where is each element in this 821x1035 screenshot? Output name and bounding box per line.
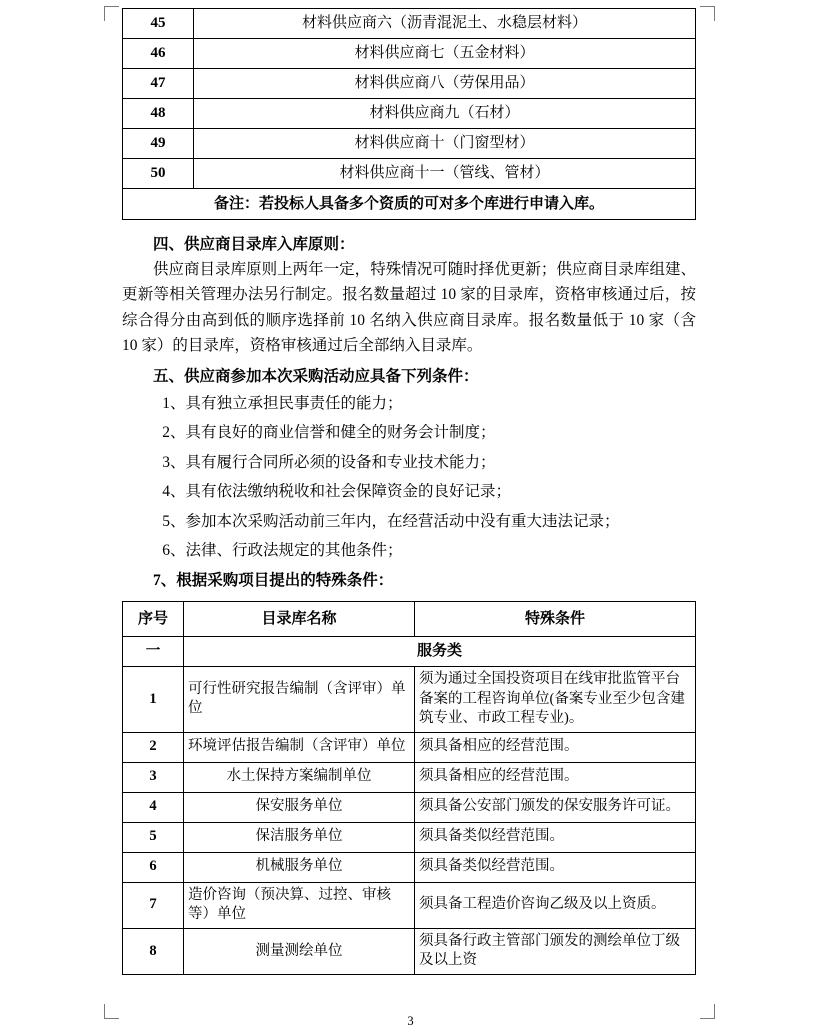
crop-mark-top-left	[104, 6, 119, 21]
row-number: 1	[123, 666, 184, 732]
table-row	[123, 762, 696, 792]
table-row	[123, 732, 696, 762]
row-name: 保洁服务单位	[184, 822, 415, 852]
row-name: 材料供应商八（劳保用品）	[194, 69, 696, 99]
row-name: 材料供应商六（沥青混泥土、水稳层材料）	[194, 9, 696, 39]
section-five-heading: 五、供应商参加本次采购活动应具备下列条件：	[153, 367, 479, 385]
row-number: 6	[123, 852, 184, 882]
row-name: 材料供应商十一（管线、管材）	[194, 159, 696, 189]
header-no: 序号	[123, 601, 184, 636]
row-number: 7	[123, 882, 184, 928]
row-condition: 须为通过全国投资项目在线审批监管平台备案的工程咨询单位(备案专业至少包含建筑专业、市政工程专业)。	[415, 666, 696, 732]
condition-item-2: 2、具有良好的商业信誉和健全的财务会计制度；	[162, 424, 496, 442]
row-name: 保安服务单位	[184, 792, 415, 822]
crop-mark-top-right	[700, 6, 715, 21]
table-row	[123, 69, 696, 99]
condition-item-7: 7、根据采购项目提出的特殊条件：	[153, 571, 394, 589]
table-row	[123, 928, 696, 974]
row-name: 水土保持方案编制单位	[184, 762, 415, 792]
condition-item-6: 6、法律、行政法规定的其他条件；	[162, 542, 403, 560]
table-row	[123, 792, 696, 822]
row-number: 48	[123, 99, 194, 129]
row-condition: 须具备行政主管部门颁发的测绘单位丁级及以上资	[415, 928, 696, 974]
row-condition: 须具备公安部门颁发的保安服务许可证。	[415, 792, 696, 822]
row-condition: 须具备类似经营范围。	[415, 852, 696, 882]
condition-item-3: 3、具有履行合同所必须的设备和专业技术能力；	[162, 453, 496, 471]
condition-item-1: 1、具有独立承担民事责任的能力；	[162, 394, 403, 412]
row-name: 测量测绘单位	[184, 928, 415, 974]
table-row	[123, 129, 696, 159]
row-number: 46	[123, 39, 194, 69]
row-number: 45	[123, 9, 194, 39]
row-name: 造价咨询（预决算、过控、审核等）单位	[184, 882, 415, 928]
table-row	[123, 852, 696, 882]
section-title: 服务类	[184, 636, 696, 666]
table-row	[123, 822, 696, 852]
page-number: 3	[407, 1014, 414, 1028]
section-four-heading: 四、供应商目录库入库原则：	[153, 236, 355, 254]
table-row	[123, 882, 696, 928]
row-condition: 须具备工程造价咨询乙级及以上资质。	[415, 882, 696, 928]
condition-item-4: 4、具有依法缴纳税收和社会保障资金的良好记录；	[162, 483, 512, 501]
row-number: 3	[123, 762, 184, 792]
row-name: 材料供应商十（门窗型材）	[194, 129, 696, 159]
row-name: 材料供应商七（五金材料）	[194, 39, 696, 69]
row-name: 环境评估报告编制（含评审）单位	[184, 732, 415, 762]
row-number: 49	[123, 129, 194, 159]
header-name: 目录库名称	[184, 601, 415, 636]
table-row	[123, 159, 696, 189]
directory-table	[122, 8, 696, 220]
row-name: 可行性研究报告编制（含评审）单位	[184, 666, 415, 732]
header-condition: 特殊条件	[415, 601, 696, 636]
row-number: 5	[123, 822, 184, 852]
row-number: 2	[123, 732, 184, 762]
table-row	[123, 99, 696, 129]
row-number: 8	[123, 928, 184, 974]
row-number: 50	[123, 159, 194, 189]
row-number: 47	[123, 69, 194, 99]
special-conditions-table	[122, 601, 696, 975]
table-note-row	[123, 189, 696, 220]
table-section-row	[123, 636, 696, 666]
table-header-row	[123, 601, 696, 636]
row-condition: 须具备类似经营范围。	[415, 822, 696, 852]
row-number: 4	[123, 792, 184, 822]
row-condition: 须具备相应的经营范围。	[415, 762, 696, 792]
table-row	[123, 666, 696, 732]
table-row	[123, 39, 696, 69]
page-content	[122, 8, 696, 975]
table-row	[123, 9, 696, 39]
condition-item-5: 5、参加本次采购活动前三年内，在经营活动中没有重大违法记录；	[162, 512, 620, 530]
row-condition: 须具备相应的经营范围。	[415, 732, 696, 762]
row-name: 材料供应商九（石材）	[194, 99, 696, 129]
row-name: 机械服务单位	[184, 852, 415, 882]
section-number: 一	[123, 636, 184, 666]
section-four-paragraph: 供应商目录库原则上两年一定，特殊情况可随时择优更新；供应商目录库组建、更新等相关管理办法另行制定。报名数量超过 10 家的目录库，资格审核通过后，按综合得分由高到低的顺序选择前 10 名纳入供应商目录库。报名数量低于 10 家（含 10 家）的目录库，资格审核通过后全部纳入目录库。	[122, 261, 696, 354]
table-note: 备注：若投标人具备多个资质的可对多个库进行申请入库。	[123, 189, 696, 220]
